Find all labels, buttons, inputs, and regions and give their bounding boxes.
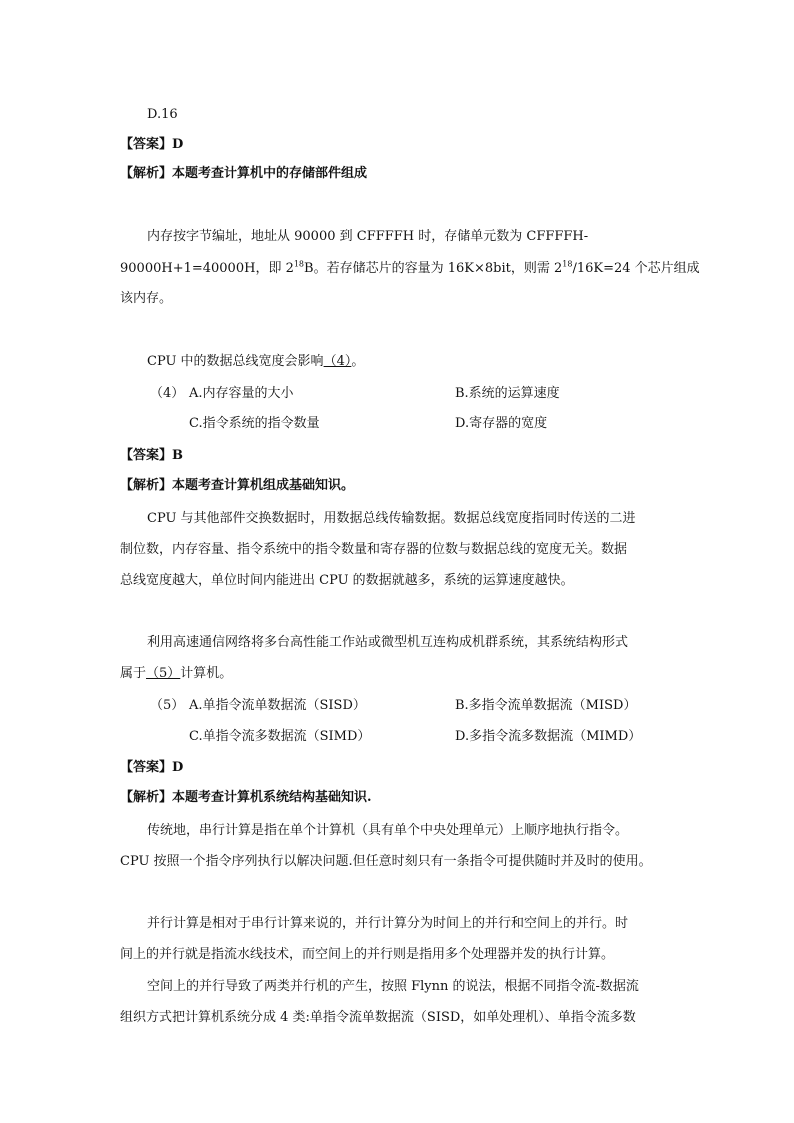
option-d: D.多指令流多数据流（MIMD） (455, 729, 642, 744)
question-stem: 利用高速通信网络将多台高性能工作站或微型机互连构成机群系统，其系统结构形式 (147, 635, 629, 650)
analysis-line (120, 789, 372, 807)
answer-value: D (172, 760, 184, 775)
stem-text: 计算机。 (180, 666, 233, 681)
stem-text: CPU 中的数据总线宽度会影响 (147, 354, 324, 369)
analysis-title: 本题考查计算机系统结构基础知识. (172, 790, 372, 805)
answer-line (120, 447, 183, 465)
answer-value: B (172, 448, 184, 463)
analysis-title: 本题考查计算机组成基础知识。 (172, 478, 355, 493)
answer-label: 【答案】 (120, 760, 173, 775)
paragraph-line: 间上的并行就是指流水线技术，而空间上的并行则是指用多个处理器并发的执行计算。 (120, 947, 615, 962)
question-stem (147, 353, 364, 371)
question-blank: （5） (146, 666, 181, 681)
option-b: B.多指令流单数据流（MISD） (455, 698, 637, 713)
question-blank: （4） (323, 354, 352, 369)
option-c: C.指令系统的指令数量 (189, 416, 320, 431)
paragraph-line (120, 260, 700, 278)
answer-label: 【答案】 (120, 137, 173, 152)
paragraph-line: 总线宽度越大，单位时间内能进出 CPU 的数据就越多，系统的运算速度越快。 (120, 573, 574, 588)
analysis-line (120, 477, 354, 495)
paragraph-line: CPU 与其他部件交换数据时，用数据总线传输数据。数据总线宽度指同时传送的二进 (147, 511, 636, 526)
analysis-title: 本题考查计算机中的存储部件组成 (172, 166, 368, 181)
option-d: D.寄存器的宽度 (455, 416, 548, 431)
stem-text: 。 (351, 354, 365, 369)
answer-label: 【答案】 (120, 448, 173, 463)
answer-line (120, 136, 183, 154)
superscript: 18 (562, 259, 573, 269)
option-c: C.单指令流多数据流（SIMD） (189, 729, 371, 744)
text-span: 90000H+1=40000H，即 2 (120, 261, 294, 276)
answer-line (120, 759, 183, 777)
paragraph-line: 并行计算是相对于串行计算来说的，并行计算分为时间上的并行和空间上的并行。时 (147, 916, 629, 931)
analysis-label: 【解析】 (120, 166, 173, 181)
paragraph-line: 传统地，串行计算是指在单个计算机（具有单个中央处理单元）上顺序地执行指令。 (147, 823, 629, 838)
answer-value: D (172, 137, 184, 152)
text-span: /16K=24 个芯片组成 (572, 261, 700, 276)
text-span: B。若存储芯片的容量为 16K×8bit，则需 2 (304, 261, 563, 276)
option-a: A.单指令流单数据流（SISD） (189, 698, 366, 713)
option-b: B.系统的运算速度 (455, 386, 560, 401)
option-a: A.内存容量的大小 (189, 386, 294, 401)
paragraph-line: 内存按字节编址，地址从 90000 到 CFFFFH 时，存储单元数为 CFFFFH- (147, 229, 589, 244)
paragraph-line: 组织方式把计算机系统分成 4 类:单指令流单数据流（SISD，如单处理机）、单指令流多数 (120, 1010, 636, 1025)
superscript: 18 (293, 259, 305, 269)
analysis-label: 【解析】 (120, 478, 173, 493)
question-stem (120, 665, 232, 683)
stem-text: 属于 (120, 666, 147, 681)
option-d: D.16 (147, 107, 178, 122)
paragraph-line: 该内存。 (120, 291, 173, 306)
question-number: （4） (150, 386, 185, 401)
analysis-label: 【解析】 (120, 790, 173, 805)
paragraph-line: CPU 按照一个指令序列执行以解决问题.但任意时刻只有一条指令可提供随时并及时的使用。 (120, 854, 652, 869)
question-number: （5） (150, 698, 185, 713)
paragraph-line: 制位数，内存容量、指令系统中的指令数量和寄存器的位数与数据总线的宽度无关。数据 (120, 542, 628, 557)
analysis-line (120, 165, 367, 183)
paragraph-line: 空间上的并行导致了两类并行机的产生，按照 Flynn 的说法，根据不同指令流-数据流 (147, 979, 639, 994)
